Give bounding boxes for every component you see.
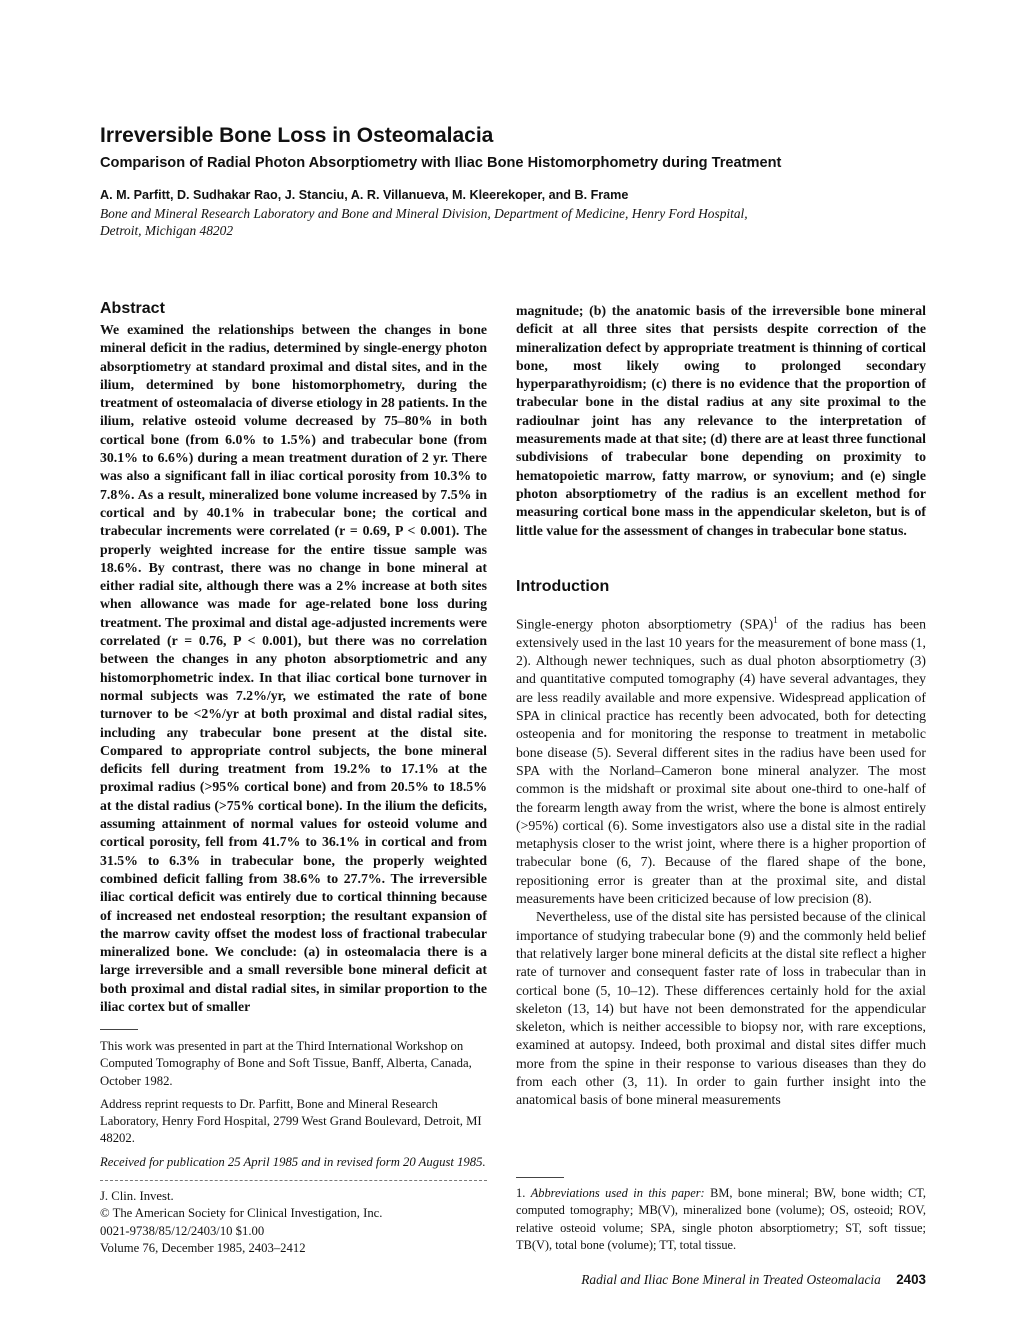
footnote-divider: [516, 1177, 564, 1178]
affiliation-line-2: Detroit, Michigan 48202: [100, 223, 234, 238]
journal-copyright: © The American Society for Clinical Investigation, Inc.: [100, 1206, 383, 1221]
article-title: Irreversible Bone Loss in Osteomalacia: [100, 124, 494, 147]
running-title: Radial and Iliac Bone Mineral in Treated Osteomalacia: [581, 1272, 881, 1287]
journal-info: [100, 1188, 487, 1257]
journal-divider: [100, 1180, 487, 1181]
intro-p1-rest: of the radius has been extensively used in the last 10 years for the measurement of bone mass (1, 2). Although newer techniques, such as dual photon absorptiometry (3) and quantitative computed tomography (4) have several advantages, they are less readily available and more expensive. Widespread application of SPA in clinical practice has recently been advocated, both for detecting osteopenia and for monitoring the response to treatment in metabolic bone disease (5). Several different sites in the radius have been used for SPA with the Norland–Cameron bone mineral analyzer. The most common is the midshaft or proximal site about one-third to one-half of the forearm length away from the wrist, where the bone is almost entirely (>95%) cortical (6). Some investigators also use a distal site in the radial metaphysis closer to the wrist joint, where there is a higher proportion of trabecular bone (6, 7). Because of the flared shape of the bone, repositioning error is greater than at the proximal site, and distal measurements have been criticized because of low precision (8).: [516, 616, 927, 907]
affiliation-line-1: Bone and Mineral Research Laboratory and Bone and Mineral Division, Department of Medicine, Henry Ford Hospital,: [100, 206, 748, 221]
footnote-marker: 1: [773, 615, 778, 625]
affiliation: [100, 205, 860, 239]
footnote-title: Abbreviations used in this paper:: [530, 1186, 705, 1200]
journal-issn: 0021-9738/85/12/2403/10 $1.00: [100, 1223, 265, 1238]
page-number: 2403: [896, 1272, 926, 1287]
footnote-label: 1.: [516, 1186, 531, 1200]
received-note: Received for publication 25 April 1985 and in revised form 20 August 1985.: [100, 1154, 486, 1169]
introduction-body: [516, 611, 926, 1110]
abstract-text-left: We examined the relationships between the changes in bone mineral deficit in the radius, determined by single-energy photon absorptiometry at standard proximal and distal sites, and in the ilium, determined by bone histomorphometry, during the treatment of osteomalacia of diverse etiology in 28 patients. In the ilium, relative osteoid volume decreased by 75–80% in both cortical bone (from 6.0% to 1.5%) and trabecular bone (from 30.1% to 6.6%) during a mean treatment duration of 2 yr. There was also a significant fall in iliac cortical porosity from 10.3% to 7.8%. As a result, mineralized bone volume increased by 7.5% in cortical and by 40.1% in trabecular bone; the cortical and trabecular increments were correlated (r = 0.69, P < 0.001). The properly weighted increase for the entire tissue sample was 18.6%. By contrast, there was no change in bone mineral at either radial site, although there was a 2% increase at both sites when allowance was made for age-related bone loss during treatment. The proximal and distal age-adjusted increments were correlated (r = 0.76, P < 0.001), but there was no correlation between the changes in any photon absorptiometric and any histomorphometric index. In that iliac cortical bone turnover in normal subjects was 7.2%/yr, we estimated the rate of bone turnover to be <2%/yr at both proximal and distal radial sites, including any trabecular bone present at the distal site. Compared to appropriate control subjects, the bone mineral deficits fell during treatment from 19.2% to 17.1% at the proximal radius (>95% cortical bone) and from 20.5% to 18.5% at the distal radius (>75% cortical bone). In the ilium the deficits, assuming attainment of normal values for osteoid volume and cortical porosity, fell from 41.7% to 36.1% in cortical and from 31.5% to 6.3% in trabecular bone, the properly weighted combined deficit falling from 38.6% to 27.7%. The irreversible iliac cortical deficit was entirely due to cortical thinning because of increased net endosteal resorption; the resultant expansion of the marrow cavity offset the modest loss of fractional trabecular mineralized bone. We conclude: (a) in osteomalacia there is a large irreversible and a small reversible bone mineral deficit at both proximal and distal radial sites, in similar proportion to the iliac cortex but of smaller: [100, 322, 487, 1014]
journal-name: J. Clin. Invest.: [100, 1189, 174, 1203]
intro-p1-start: Single-energy photon absorptiometry (SPA): [516, 616, 774, 632]
notes-divider: [100, 1029, 138, 1030]
abstract-heading: Abstract: [100, 300, 165, 317]
author-list: A. M. Parfitt, D. Sudhakar Rao, J. Stanciu, A. R. Villanueva, M. Kleerekoper, and B. Frame: [100, 188, 629, 202]
introduction-paragraph-2: Nevertheless, use of the distal site has persisted because of the clinical importance of studying trabecular bone (9) and the commonly held belief that relatively larger bone mineral deficits at the distal site reflect a higher rate of turnover and consequent faster rate of loss in trabecular than in cortical bone (5, 10–12). These differences certainly hold for the axial skeleton (13, 14) but have not been demonstrated for the appendicular skeleton, which is neither accessible to biopsy nor, with rare exceptions, examined at autopsy. Indeed, both proximal and distal sites differ much more from the spine in their response to various diseases than they do from each other (3, 11). In order to gain further insight into the anatomical basis of bone mineral measurements: [516, 909, 926, 1108]
introduction-heading: Introduction: [516, 578, 610, 595]
abstract-column-left: [100, 321, 487, 1016]
presentation-note: This work was presented in part at the Third International Workshop on Computed Tomography of Bone and Soft Tissue, Banff, Alberta, Canada, October 1982.: [100, 1039, 472, 1088]
abstract-column-right: [516, 302, 926, 540]
journal-volume: Volume 76, December 1985, 2403–2412: [100, 1240, 306, 1255]
abstract-text-right: magnitude; (b) the anatomic basis of the irreversible bone mineral deficit at all three sites that persists despite correction of the mineralization defect by appropriate treatment is thinning of cortical bone, most likely owing to prolonged secondary hyperparathyroidism; (c) there is no evidence that the proportion of trabecular bone in the distal radius at any site proximal to the radioulnar joint has any relevance to the interpretation of measurements made at that site; (d) there are at least three functional subdivisions of trabecular bone depending on proximity to hematopoietic marrow, fatty marrow, or synovium; and (e) single photon absorptiometry of the radius is an excellent method for measuring cortical bone mass in the appendicular skeleton, but is of little value for the assessment of changes in trabecular bone status.: [516, 303, 926, 538]
footnote-text: BM, bone mineral; BW, bone width; CT, computed tomography; MB(V), mineralized bone (volume); OS, osteoid; ROV, relative osteoid volume; SPA, single photon absorptiometry; ST, soft tissue; TB(V), total bone (volume); TT, total tissue.: [516, 1186, 926, 1252]
introduction-paragraph-1: [516, 611, 926, 908]
front-matter-notes: [100, 1038, 487, 1177]
running-footer: [516, 1272, 926, 1288]
footnote: [516, 1185, 926, 1254]
article-subtitle: Comparison of Radial Photon Absorptiometry with Iliac Bone Histomorphometry during Treatment: [100, 155, 782, 171]
reprint-note: Address reprint requests to Dr. Parfitt, Bone and Mineral Research Laboratory, Henry Ford Hospital, 2799 West Grand Boulevard, Detroit, MI 48202.: [100, 1096, 482, 1146]
